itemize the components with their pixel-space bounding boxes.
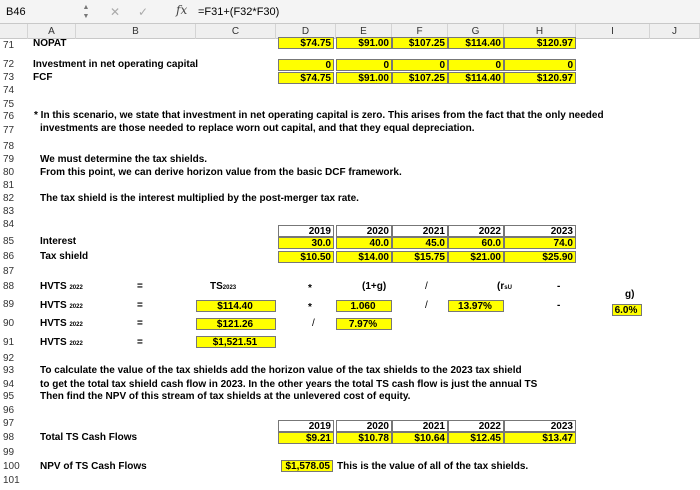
column-header-c[interactable]: C bbox=[196, 24, 276, 39]
equals-sign: = bbox=[137, 318, 143, 329]
column-header-e[interactable]: E bbox=[336, 24, 392, 39]
investment-cell[interactable]: 0 bbox=[448, 59, 504, 71]
ru-label: (rsU bbox=[497, 281, 512, 292]
select-all-corner[interactable] bbox=[0, 24, 28, 39]
growth-close-label: g) bbox=[625, 289, 635, 300]
ts-label: TS2023 bbox=[210, 281, 237, 292]
tax-shield-cell[interactable]: $25.90 bbox=[504, 251, 576, 263]
fcf-cell[interactable]: $91.00 bbox=[336, 72, 392, 84]
info-text: Then find the NPV of this stream of tax shields at the unlevered cost of equity. bbox=[40, 391, 411, 402]
info-text: The tax shield is the interest multiplied by the post-merger tax rate. bbox=[40, 193, 359, 204]
row-number[interactable]: 100 bbox=[3, 461, 20, 472]
label-fcf: FCF bbox=[33, 72, 53, 83]
growth-rate-cell[interactable]: 6.0% bbox=[612, 304, 642, 316]
ru-value-cell[interactable]: 13.97% bbox=[448, 300, 504, 312]
row-number[interactable]: 87 bbox=[3, 266, 15, 277]
year-cell[interactable]: 2020 bbox=[336, 420, 392, 432]
row-number[interactable]: 98 bbox=[3, 432, 15, 443]
formula-input[interactable]: =F31+(F32*F30) bbox=[198, 6, 280, 18]
row-number[interactable]: 101 bbox=[3, 475, 20, 486]
ts-cash-flow-cell[interactable]: $13.47 bbox=[504, 432, 576, 444]
name-box-stepper-icon[interactable]: ▲ ▼ bbox=[82, 4, 90, 20]
year-cell[interactable]: 2020 bbox=[336, 225, 392, 237]
row-number[interactable]: 96 bbox=[3, 405, 15, 416]
divide-sign: / bbox=[425, 300, 428, 311]
formula-bar bbox=[0, 0, 700, 24]
row-number[interactable]: 97 bbox=[3, 418, 15, 429]
divide-sign: / bbox=[425, 281, 428, 292]
year-cell[interactable]: 2021 bbox=[392, 420, 448, 432]
year-cell[interactable]: 2019 bbox=[278, 420, 334, 432]
interest-cell[interactable]: 30.0 bbox=[278, 237, 334, 249]
equals-sign: = bbox=[137, 281, 143, 292]
growth-factor-cell[interactable]: 1.060 bbox=[336, 300, 392, 312]
row-number[interactable]: 86 bbox=[3, 251, 15, 262]
row-number[interactable]: 88 bbox=[3, 281, 15, 292]
label-interest: Interest bbox=[40, 236, 77, 247]
row-number[interactable]: 90 bbox=[3, 318, 15, 329]
hvts-label: HVTS 2022 bbox=[40, 281, 83, 292]
row-number[interactable]: 95 bbox=[3, 391, 15, 402]
info-text: We must determine the tax shields. bbox=[40, 154, 208, 165]
label-nopat: NOPAT bbox=[33, 39, 67, 48]
column-header-a[interactable]: A bbox=[28, 24, 76, 39]
row-number[interactable]: 84 bbox=[3, 219, 15, 230]
fcf-cell[interactable]: $74.75 bbox=[278, 72, 334, 84]
year-cell[interactable]: 2022 bbox=[448, 420, 504, 432]
equals-sign: = bbox=[137, 337, 143, 348]
equals-sign: = bbox=[137, 300, 143, 311]
label-tax-shield: Tax shield bbox=[40, 251, 89, 262]
hvts-label: HVTS 2022 bbox=[40, 337, 83, 348]
fcf-cell[interactable]: $107.25 bbox=[392, 72, 448, 84]
cancel-icon[interactable]: ✕ bbox=[110, 5, 121, 19]
label-total-ts: Total TS Cash Flows bbox=[40, 432, 138, 443]
multiply-sign: * bbox=[308, 283, 312, 294]
row-number[interactable]: 75 bbox=[3, 99, 15, 110]
hvts-label: HVTS 2022 bbox=[40, 318, 83, 329]
investment-cell[interactable]: 0 bbox=[392, 59, 448, 71]
tax-shield-cell[interactable]: $14.00 bbox=[336, 251, 392, 263]
investment-cell[interactable]: 0 bbox=[504, 59, 576, 71]
info-text: to get the total tax shield cash flow in 2023. In the other years the total TS cash flow is just the annual TS bbox=[40, 379, 538, 390]
nopat-cell[interactable]: $120.97 bbox=[504, 37, 576, 49]
row-number[interactable]: 80 bbox=[3, 167, 15, 178]
row-number[interactable]: 94 bbox=[3, 379, 15, 390]
label-investment: Investment in net operating capital bbox=[33, 59, 199, 70]
note-text: investments are those needed to replace worn out capital, and that they equal depreciation. bbox=[40, 123, 475, 134]
label-npv: NPV of TS Cash Flows bbox=[40, 461, 147, 472]
minus-sign: - bbox=[557, 281, 561, 292]
interest-cell[interactable]: 74.0 bbox=[504, 237, 576, 249]
npv-cell[interactable]: $1,578.05 bbox=[281, 460, 333, 472]
interest-cell[interactable]: 40.0 bbox=[336, 237, 392, 249]
note-text: * In this scenario, we state that investment in net operating capital is zero. This arises from the fact that the only needed bbox=[34, 110, 604, 121]
row-number[interactable]: 91 bbox=[3, 337, 15, 348]
growth-factor-label: (1+g) bbox=[362, 281, 387, 292]
year-cell[interactable]: 2019 bbox=[278, 225, 334, 237]
year-cell[interactable]: 2023 bbox=[504, 225, 576, 237]
column-header-f[interactable]: F bbox=[392, 24, 448, 39]
divide-sign: / bbox=[312, 318, 315, 329]
spreadsheet-grid[interactable] bbox=[0, 39, 700, 490]
tax-shield-cell[interactable]: $15.75 bbox=[392, 251, 448, 263]
nopat-cell[interactable]: $107.25 bbox=[392, 37, 448, 49]
row-number[interactable]: 74 bbox=[3, 85, 15, 96]
info-text: From this point, we can derive horizon value from the basic DCF framework. bbox=[40, 167, 402, 178]
row-number[interactable]: 83 bbox=[3, 206, 15, 217]
row-number[interactable]: 78 bbox=[3, 141, 15, 152]
column-header-b[interactable]: B bbox=[76, 24, 196, 39]
name-box[interactable]: B46 bbox=[6, 6, 26, 18]
ts-cash-flow-cell[interactable]: $9.21 bbox=[278, 432, 334, 444]
nopat-cell[interactable]: $114.40 bbox=[448, 37, 504, 49]
row-number[interactable]: 73 bbox=[3, 72, 15, 83]
nopat-cell[interactable]: $91.00 bbox=[336, 37, 392, 49]
row-number[interactable]: 72 bbox=[3, 59, 15, 70]
row-number[interactable]: 89 bbox=[3, 299, 15, 310]
hvts-denominator-cell[interactable]: 7.97% bbox=[336, 318, 392, 330]
year-cell[interactable]: 2022 bbox=[448, 225, 504, 237]
investment-cell[interactable]: 0 bbox=[336, 59, 392, 71]
year-cell[interactable]: 2023 bbox=[504, 420, 576, 432]
fcf-cell[interactable]: $114.40 bbox=[448, 72, 504, 84]
npv-note: This is the value of all of the tax shields. bbox=[337, 461, 529, 472]
interest-cell[interactable]: 45.0 bbox=[392, 237, 448, 249]
info-text: To calculate the value of the tax shields add the horizon value of the tax shields to the 2023 tax shield bbox=[40, 365, 522, 376]
tax-shield-cell[interactable]: $10.50 bbox=[278, 251, 334, 263]
row-number[interactable]: 76 bbox=[3, 111, 15, 122]
ts-value-cell[interactable]: $114.40 bbox=[196, 300, 276, 312]
ts-cash-flow-cell[interactable]: $10.64 bbox=[392, 432, 448, 444]
row-number[interactable]: 99 bbox=[3, 447, 15, 458]
minus-sign: - bbox=[557, 300, 561, 311]
hvts-numerator-cell[interactable]: $121.26 bbox=[196, 318, 276, 330]
column-header-i[interactable]: I bbox=[576, 24, 650, 39]
fcf-cell[interactable]: $120.97 bbox=[504, 72, 576, 84]
ts-cash-flow-cell[interactable]: $12.45 bbox=[448, 432, 504, 444]
row-number[interactable]: 82 bbox=[3, 193, 15, 204]
tax-shield-cell[interactable]: $21.00 bbox=[448, 251, 504, 263]
year-cell[interactable]: 2021 bbox=[392, 225, 448, 237]
column-header-g[interactable]: G bbox=[448, 24, 504, 39]
hvts-result-cell[interactable]: $1,521.51 bbox=[196, 336, 276, 348]
row-number[interactable]: 92 bbox=[3, 353, 15, 364]
row-number[interactable]: 85 bbox=[3, 236, 15, 247]
row-number[interactable]: 93 bbox=[3, 365, 15, 376]
column-header-d[interactable]: D bbox=[276, 24, 336, 39]
column-header-j[interactable]: J bbox=[650, 24, 700, 39]
row-number[interactable]: 79 bbox=[3, 154, 15, 165]
function-icon[interactable]: fx bbox=[176, 3, 188, 17]
nopat-cell[interactable]: $74.75 bbox=[278, 37, 334, 49]
investment-cell[interactable]: 0 bbox=[278, 59, 334, 71]
interest-cell[interactable]: 60.0 bbox=[448, 237, 504, 249]
row-number[interactable]: 71 bbox=[3, 40, 15, 51]
row-number[interactable]: 81 bbox=[3, 180, 15, 191]
hvts-label: HVTS 2022 bbox=[40, 300, 83, 311]
row-number[interactable]: 77 bbox=[3, 125, 15, 136]
ts-cash-flow-cell[interactable]: $10.78 bbox=[336, 432, 392, 444]
column-header-h[interactable]: H bbox=[504, 24, 576, 39]
multiply-sign: * bbox=[308, 302, 312, 313]
confirm-icon[interactable]: ✓ bbox=[138, 5, 149, 19]
